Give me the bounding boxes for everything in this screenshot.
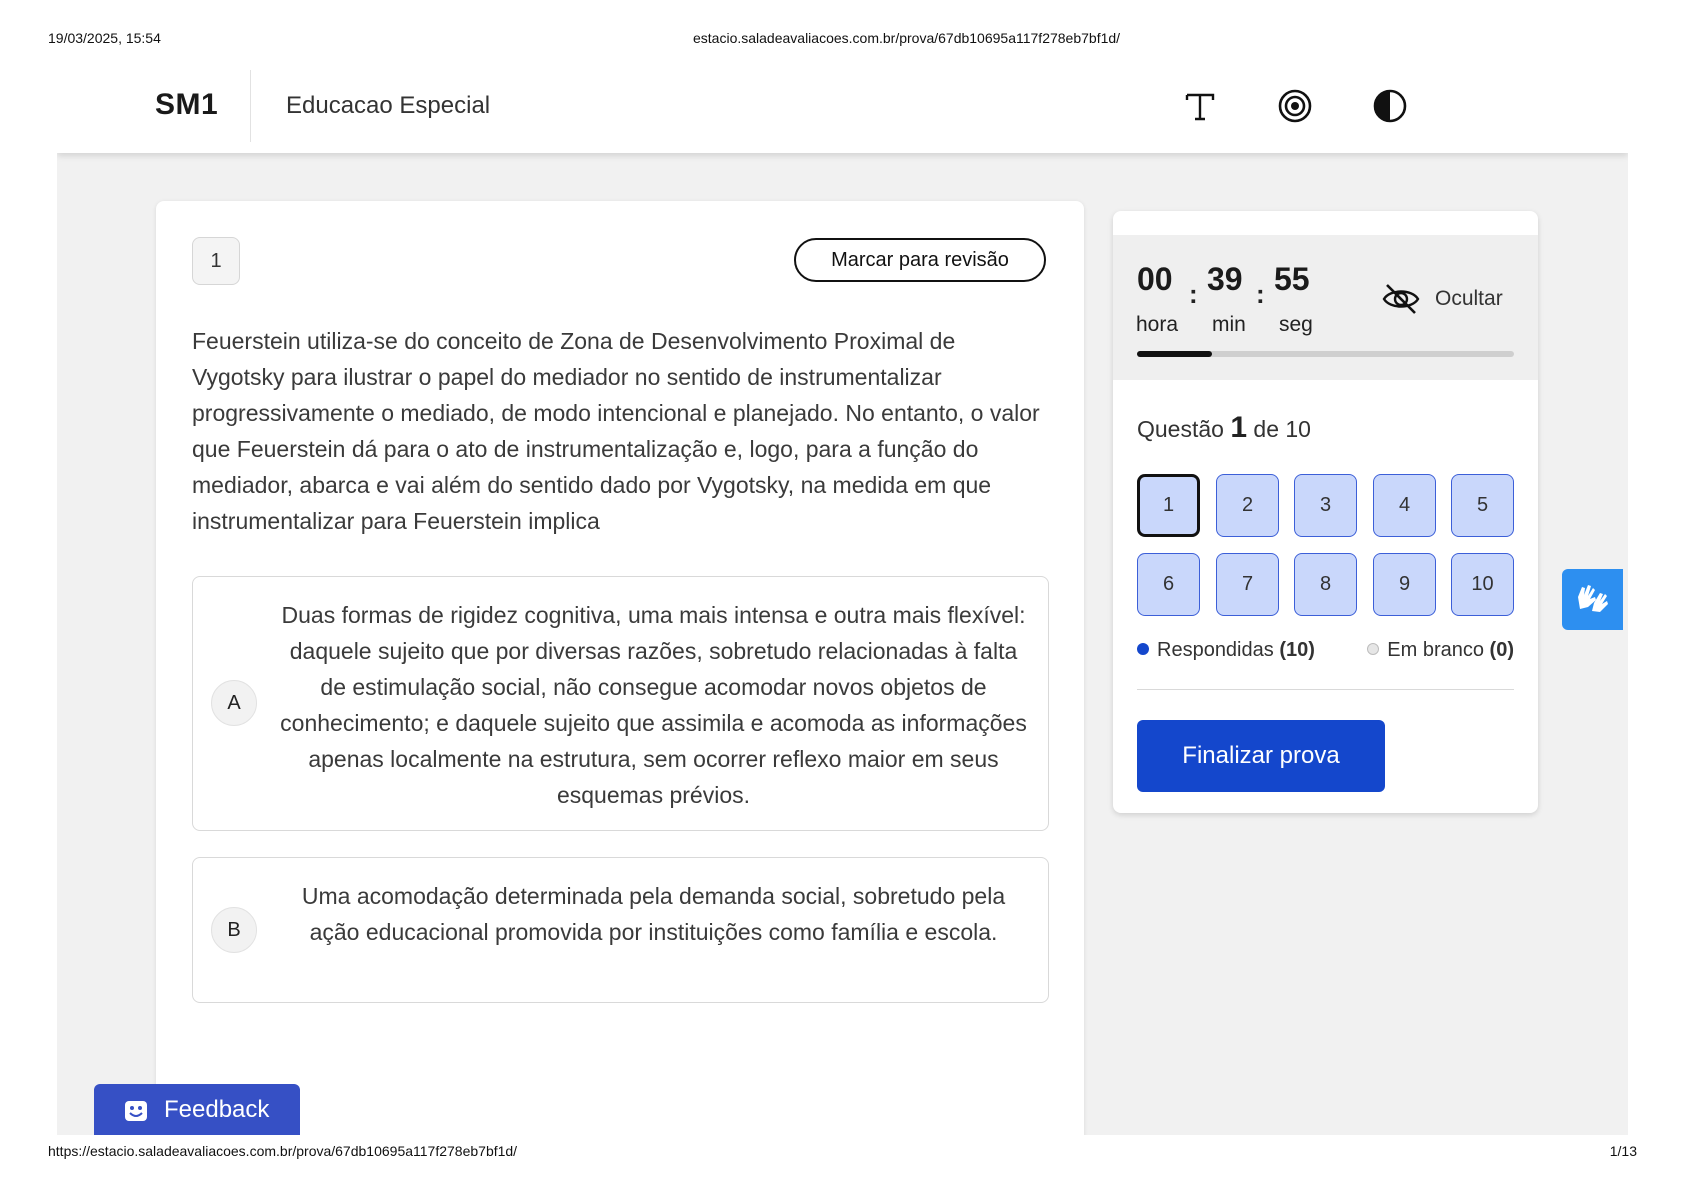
exam-side-panel (1113, 211, 1538, 813)
timer-hours: 00 (1137, 261, 1173, 297)
question-button-5[interactable]: 5 (1451, 474, 1514, 537)
timer-minutes-label: min (1212, 313, 1246, 336)
timer-minutes: 39 (1207, 261, 1243, 297)
smiley-icon (124, 1100, 148, 1127)
blank-dot-icon (1367, 643, 1379, 655)
option-text: Duas formas de rigidez cognitiva, uma mais intensa e outra mais flexível: daquele sujeito que por diversas razões, sobretudo relacionadas à falta de estimulação social, não consegue acomodar novos objetos de conhecimento; e daquele sujeito que assimila e acomoda as informações apenas localmente na estrutura, sem ocorrer reflexo maior em seus esquemas prévios. (280, 602, 1027, 808)
question-button-10[interactable]: 10 (1451, 553, 1514, 616)
timer-colon: : (1189, 279, 1198, 309)
question-card (156, 201, 1084, 1135)
brand-divider (250, 70, 251, 142)
question-counter-suffix: de 10 (1253, 416, 1311, 442)
course-title: Educacao Especial (286, 92, 491, 119)
question-button-3[interactable]: 3 (1294, 474, 1357, 537)
option-text: Uma acomodação determinada pela demanda social, sobretudo pela ação educacional promovida por instituições como família e escola. (301, 883, 1006, 945)
print-datetime: 19/03/2025, 15:54 (48, 30, 161, 46)
question-button-4[interactable]: 4 (1373, 474, 1436, 537)
legend-answered (1137, 639, 1315, 662)
print-url: estacio.saladeavaliacoes.com.br/prova/67db10695a117f278eb7bf1d/ (693, 30, 1121, 46)
option-b[interactable] (192, 857, 1049, 1003)
print-header (48, 30, 1637, 48)
hide-timer-button[interactable] (1381, 279, 1521, 321)
question-button-1[interactable]: 1 (1137, 474, 1200, 537)
question-button-6[interactable]: 6 (1137, 553, 1200, 616)
print-footer-url: https://estacio.saladeavaliacoes.com.br/prova/67db10695a117f278eb7bf1d/ (48, 1143, 518, 1159)
question-button-9[interactable]: 9 (1373, 553, 1436, 616)
timer-seconds: 55 (1274, 261, 1310, 297)
panel-divider (1137, 689, 1514, 690)
question-button-7[interactable]: 7 (1216, 553, 1279, 616)
mark-for-review-button[interactable]: Marcar para revisão (794, 238, 1046, 282)
text-size-icon[interactable] (1176, 82, 1224, 130)
answered-dot-icon (1137, 643, 1149, 655)
exam-app (57, 60, 1628, 1135)
timer-progress-track (1137, 351, 1514, 357)
sign-language-button[interactable] (1562, 569, 1623, 630)
print-footer (48, 1143, 1637, 1161)
question-button-8[interactable]: 8 (1294, 553, 1357, 616)
question-text: Feuerstein utiliza-se do conceito de Zona de Desenvolvimento Proximal de Vygotsky para ilustrar o papel do mediador no sentido de instrumentalizar progressivamente o mediado, de modo intencional e planejado. No entanto, o valor que Feuerstein dá para o ato de instrumentalização e, logo, para a função do mediador, abarca e vai além do sentido dado por Vygotsky, na medida em que instrumentalizar para Feuerstein implica (192, 328, 1040, 534)
timer-hours-label: hora (1136, 313, 1179, 336)
question-number: 1 (192, 237, 240, 285)
legend-answered-count: (10) (1279, 639, 1315, 661)
question-button-2[interactable]: 2 (1216, 474, 1279, 537)
feedback-tab[interactable] (94, 1084, 300, 1135)
top-bar (57, 60, 1628, 153)
question-counter-current: 1 (1230, 411, 1248, 444)
answer-legend (1137, 639, 1514, 667)
contrast-icon[interactable] (1366, 82, 1414, 130)
timer-seconds-label: seg (1279, 313, 1313, 336)
question-counter-prefix: Questão (1137, 416, 1224, 442)
legend-blank (1367, 639, 1514, 662)
option-letter: B (211, 907, 257, 953)
print-page-number: 1/13 (1609, 1143, 1637, 1159)
focus-target-icon[interactable] (1271, 82, 1319, 130)
timer-progress-fill (1137, 351, 1212, 357)
brand-logo: SM1 (155, 88, 219, 121)
sign-language-hands-icon (1574, 579, 1612, 620)
legend-blank-count: (0) (1489, 639, 1514, 661)
eye-off-icon (1381, 281, 1421, 322)
timer (1113, 235, 1538, 380)
finish-exam-button[interactable]: Finalizar prova (1137, 720, 1385, 792)
option-letter: A (211, 680, 257, 726)
hide-timer-label: Ocultar (1435, 287, 1503, 310)
feedback-label: Feedback (164, 1096, 270, 1123)
legend-answered-label: Respondidas (1157, 639, 1274, 661)
legend-blank-label: Em branco (1387, 639, 1484, 661)
timer-colon: : (1256, 279, 1265, 309)
option-a[interactable] (192, 576, 1049, 831)
question-counter (1137, 411, 1311, 445)
